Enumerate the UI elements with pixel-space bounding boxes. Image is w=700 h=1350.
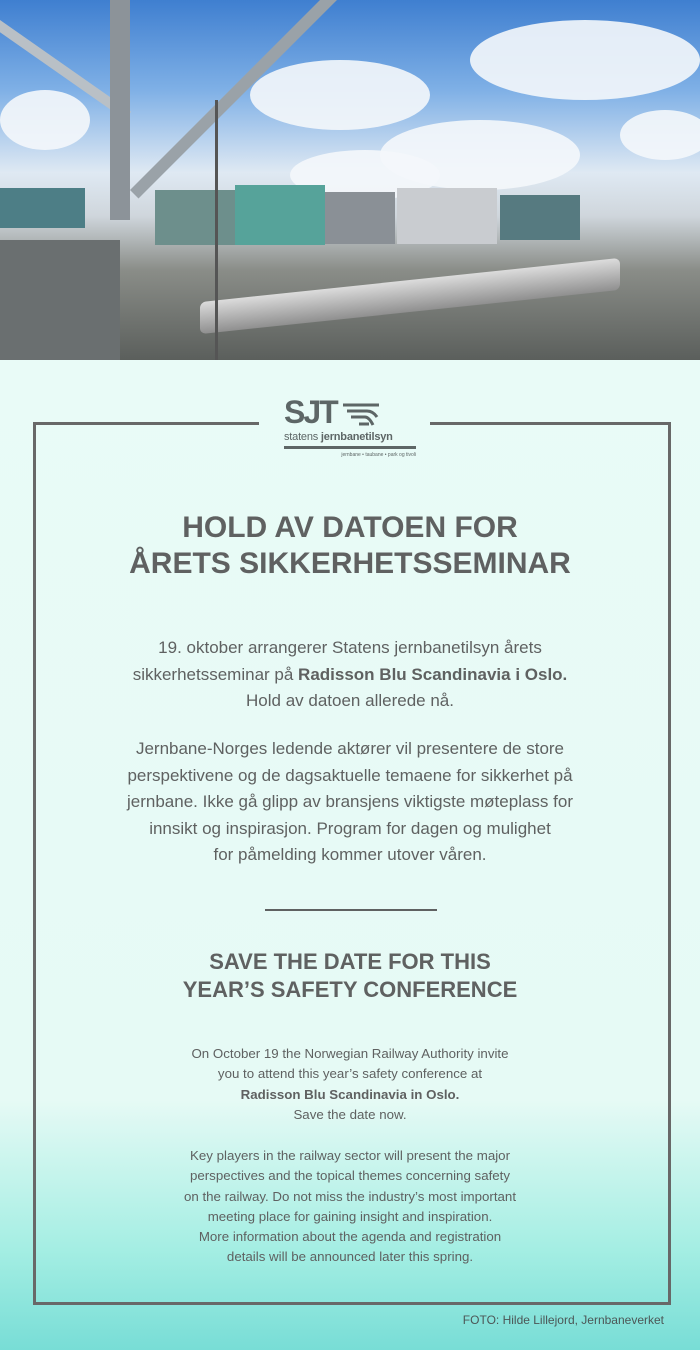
text-line: for påmelding kommer utover våren. [213, 845, 487, 864]
logo-mark: SJT [284, 394, 337, 430]
section-divider [265, 909, 437, 911]
frame-top-right [430, 422, 668, 425]
title-line: HOLD AV DATOEN FOR [182, 511, 518, 544]
text-line: meeting place for gaining insight and inspiration. [207, 1208, 493, 1224]
photo-credit: FOTO: Hilde Lillejord, Jernbaneverket [462, 1313, 664, 1327]
logo-stripes-icon [341, 402, 385, 428]
frame-top-left [33, 422, 259, 425]
text-line: details will be announced later this spring. [226, 1249, 474, 1265]
text-line: On October 19 the Norwegian Railway Authority invite [191, 1046, 509, 1061]
title-line: ÅRETS SIKKERHETSSEMINAR [129, 547, 571, 580]
text-line: on the railway. Do not miss the industry’s most important [183, 1188, 517, 1204]
text-line: you to attend this year’s safety conference at [217, 1066, 483, 1082]
english-body [40, 1146, 660, 1268]
text-line: sikkerhetsseminar på [132, 664, 299, 684]
venue-bold: Radisson Blu Scandinavia in Oslo. [240, 1086, 460, 1102]
logo-tagline: jernbane • taubane • park og tivoli [341, 452, 416, 458]
text-line: Hold av datoen allerede nå. [246, 691, 454, 710]
text-line: Save the date now. [293, 1106, 407, 1122]
text-line: Jernbane-Norges ledende aktører vil presentere de store [135, 739, 565, 758]
text-line: More information about the agenda and registration [198, 1229, 502, 1245]
text-line: jernbane. Ikke gå glipp av bransjens viktigste møteplass for [126, 792, 573, 811]
text-line: perspektivene og de dagsaktuelle temaene for sikkerhet på [127, 765, 573, 785]
title-line: SAVE THE DATE FOR THIS [209, 949, 491, 974]
title-line: YEAR’S SAFETY CONFERENCE [182, 977, 518, 1002]
norwegian-body [40, 736, 660, 869]
text-line: innsikt og inspirasjon. Program for dagen og mulighet [149, 818, 551, 838]
logo-name-regular: statens [284, 431, 321, 443]
logo-rule [284, 446, 416, 449]
header-photo [0, 0, 700, 360]
sjt-logo [284, 394, 416, 459]
norwegian-title [40, 510, 660, 582]
venue-bold: Radisson Blu Scandinavia i Oslo. [298, 664, 568, 684]
logo-name-bold: jernbanetilsyn [320, 431, 393, 443]
text-line: Key players in the railway sector will present the major [190, 1148, 510, 1163]
norwegian-intro [40, 635, 660, 715]
text-line: 19. oktober arrangerer Statens jernbanetilsyn årets [158, 638, 542, 657]
text-line: perspectives and the topical themes concerning safety [189, 1168, 511, 1184]
english-intro [40, 1044, 660, 1125]
english-title [40, 948, 660, 1004]
logo-name [284, 430, 416, 444]
